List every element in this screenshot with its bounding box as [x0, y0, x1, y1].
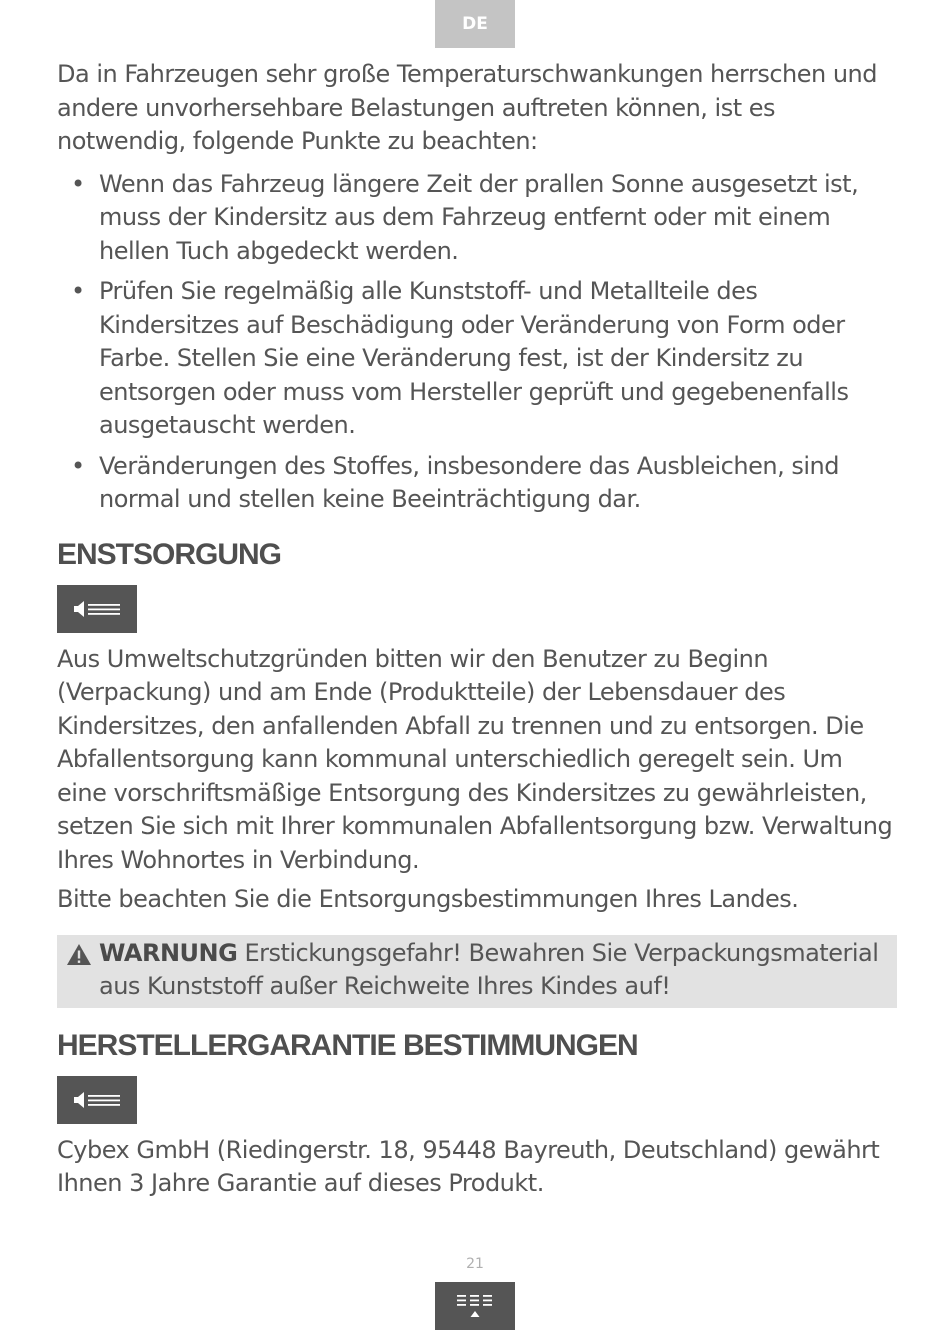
warranty-heading: HERSTELLERGARANTIE BESTIMMUNGEN	[57, 1028, 638, 1062]
warning-message: Erstickungsgefahr! Bewahren Sie Verpackungsmaterial aus Kunststoff außer Reichweite Ihres Kindes auf!	[99, 938, 879, 1000]
warranty-audio-button[interactable]	[57, 1076, 137, 1124]
bullet-dot: •	[71, 169, 85, 198]
warranty-paragraph: Cybex GmbH (Riedingerstr. 18, 95448 Bayreuth, Deutschland) gewährt Ihnen 3 Jahre Garantie auf dieses Produkt.	[57, 1135, 880, 1197]
disposal-heading: ENSTSORGUNG	[57, 537, 282, 571]
list-item-text: Prüfen Sie regelmäßig alle Kunststoff- und Metallteile des Kindersitzes auf Beschädigung oder Veränderung von Form oder Farbe. Stellen Sie eine Veränderung fest, ist der Kindersitz zu entsorgen oder muss vom Hersteller geprüft und gegebenenfalls ausgetauscht werden.	[99, 277, 849, 439]
warning-label: WARNUNG	[99, 938, 238, 967]
speaker-list-icon	[72, 598, 122, 620]
menu-grid-up-icon	[455, 1291, 495, 1321]
warning-triangle-icon	[66, 943, 92, 966]
care-bullet-list	[57, 168, 897, 517]
language-tab[interactable]: DE	[435, 0, 515, 48]
speaker-list-icon	[72, 1089, 122, 1111]
page-number: 21	[466, 1256, 484, 1272]
list-item-text: Veränderungen des Stoffes, insbesondere das Ausbleichen, sind normal und stellen keine Beeinträchtigung dar.	[99, 451, 839, 513]
intro-paragraph: Da in Fahrzeugen sehr große Temperaturschwankungen herrschen und andere unvorhersehbare Belastungen auftreten können, ist es notwendig, folgende Punkte zu beachten:	[57, 60, 877, 155]
bullet-dot: •	[71, 451, 85, 480]
list-item	[57, 275, 897, 443]
page-content	[57, 58, 897, 1201]
list-item-text: Wenn das Fahrzeug längere Zeit der prallen Sonne ausgesetzt ist, muss der Kindersitz aus dem Fahrzeug entfernt oder mit einem hellen Tuch abgedeckt werden.	[99, 169, 859, 265]
warning-text	[99, 937, 887, 1004]
bullet-dot: •	[71, 277, 85, 305]
menu-button[interactable]	[435, 1282, 515, 1330]
disposal-country-note: Bitte beachten Sie die Entsorgungsbestimmungen Ihres Landes.	[57, 885, 799, 913]
disposal-paragraph: Aus Umweltschutzgründen bitten wir den Benutzer zu Beginn (Verpackung) und am Ende (Produktteile) der Lebensdauer des Kindersitzes, den anfallenden Abfall zu trennen und zu entsorgen. Die Abfallentsorgung kann kommunal unterschiedlich geregelt sein. Um eine vorschriftsmäßige Entsorgung des Kindersitzes zu gewährleisten, setzen Sie sich mit Ihrer kommunalen Abfallentsorgung bzw. Verwaltung Ihres Wohnortes in Verbindung.	[57, 644, 893, 874]
warning-box	[57, 935, 897, 1008]
list-item	[57, 168, 897, 269]
list-item	[57, 450, 897, 517]
disposal-audio-button[interactable]	[57, 585, 137, 633]
